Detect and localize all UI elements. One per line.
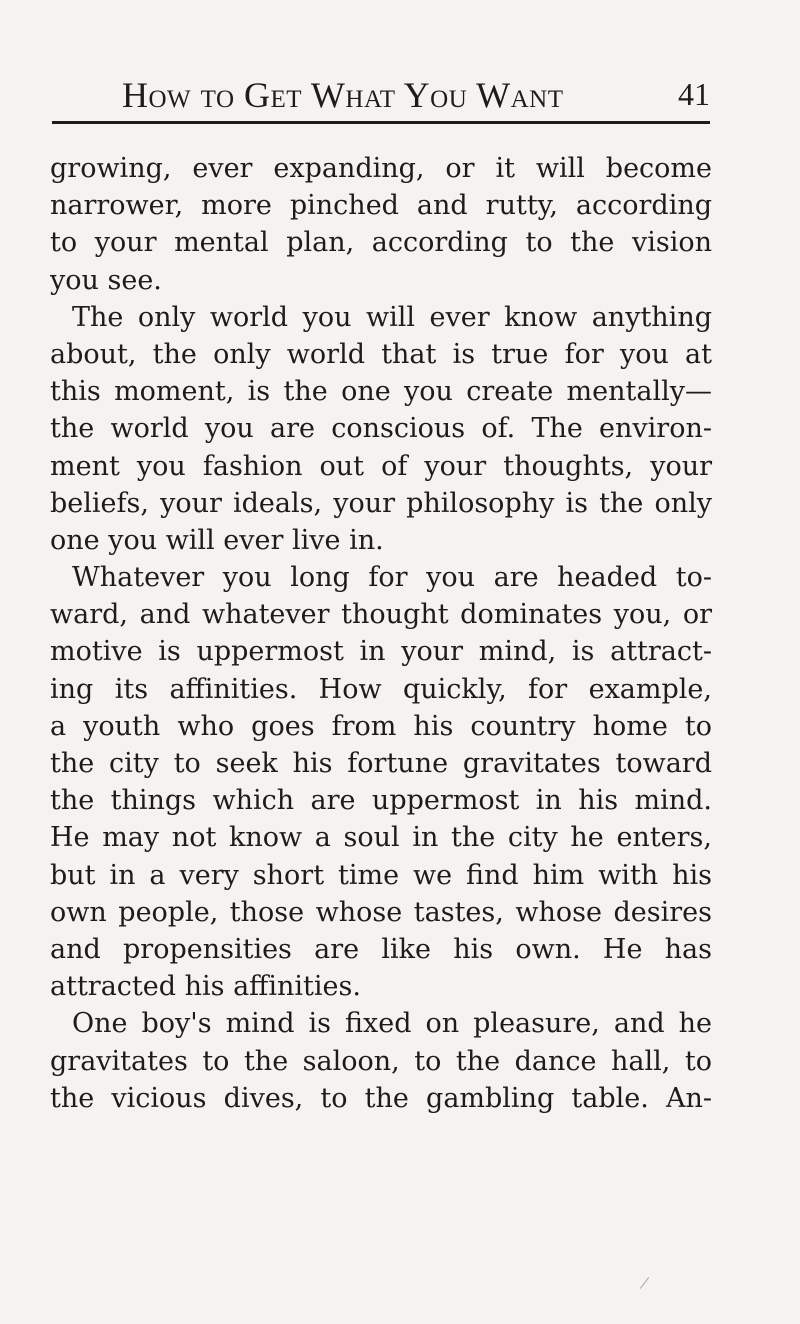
text-line: a youth who goes from his country home to — [50, 710, 712, 742]
paragraph-4 — [50, 1005, 712, 1117]
page-number: 41 — [678, 76, 710, 112]
text-line: ing its affinities. How quickly, for example, — [50, 673, 712, 705]
text-line: the vicious dives, to the gambling table. An- — [50, 1082, 712, 1114]
text-line: gravitates to the saloon, to the dance hall, to — [50, 1045, 712, 1077]
text-line: The only world you will ever know anything — [72, 301, 712, 333]
stray-pencil-mark — [640, 1277, 649, 1289]
text-line: attracted his affinities. — [50, 971, 361, 1003]
text-line: ment you fashion out of your thoughts, your — [50, 450, 712, 482]
running-head-title: How to Get What You Want — [122, 75, 564, 115]
header-rule — [52, 121, 710, 124]
text-line: Whatever you long for you are headed to- — [72, 562, 712, 594]
paragraph-2 — [50, 299, 712, 559]
text-line: One boy's mind is fixed on pleasure, and he — [72, 1008, 712, 1040]
text-line: narrower, more pinched and rutty, according — [50, 190, 712, 222]
text-line: about, the only world that is true for you at — [50, 338, 712, 370]
text-line: the city to seek his fortune gravitates toward — [50, 748, 712, 779]
text-line: motive is uppermost in your mind, is attract- — [50, 636, 712, 668]
paragraph-1 — [50, 150, 712, 299]
text-line: beliefs, your ideals, your philosophy is the only — [50, 487, 712, 519]
body-text — [50, 150, 712, 1117]
text-line: own people, those whose tastes, whose desires — [50, 896, 712, 928]
text-line: the things which are uppermost in his mind. — [50, 785, 712, 817]
text-line: growing, ever expanding, or it will become — [50, 153, 712, 184]
running-head — [52, 58, 710, 118]
text-line: you see. — [50, 264, 162, 296]
text-line: one you will ever live in. — [50, 524, 384, 556]
text-line: He may not know a soul in the city he enters, — [50, 822, 712, 854]
text-line: this moment, is the one you create mentally— — [50, 376, 712, 408]
text-line: and propensities are like his own. He has — [50, 933, 712, 965]
text-line: but in a very short time we find him with his — [50, 859, 712, 891]
text-line: ward, and whatever thought dominates you, or — [50, 599, 712, 631]
text-line: to your mental plan, according to the vision — [50, 227, 712, 259]
text-line: the world you are conscious of. The environ- — [50, 413, 712, 445]
paragraph-3 — [50, 559, 712, 1005]
